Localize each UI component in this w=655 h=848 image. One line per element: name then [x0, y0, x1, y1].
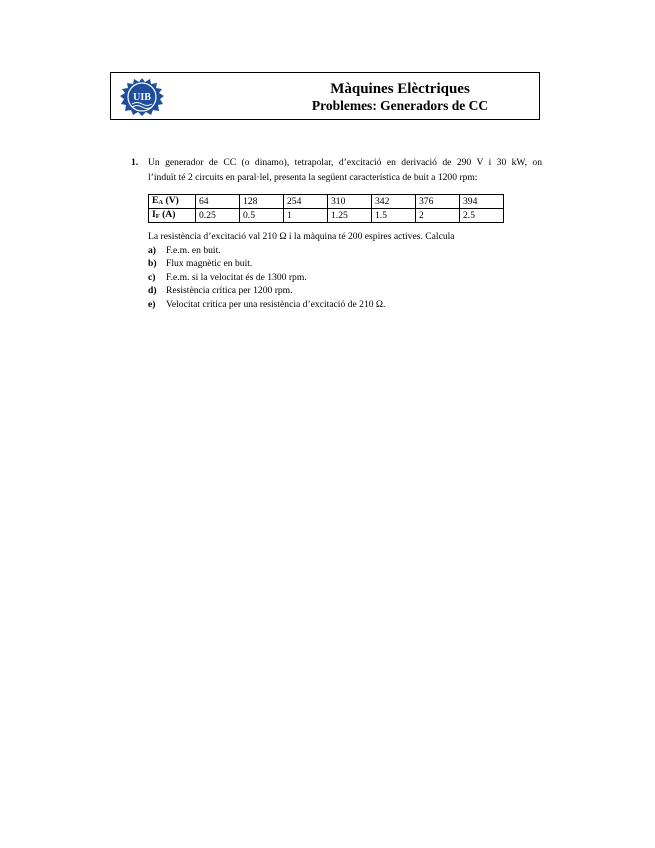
table-cell: 2.5 — [460, 209, 504, 223]
table-cell: 376 — [416, 195, 460, 209]
table-cell: 0.25 — [196, 209, 240, 223]
item-text: F.e.m. en buit. — [166, 244, 221, 256]
table-cell: 394 — [460, 195, 504, 209]
table-cell: 1.5 — [372, 209, 416, 223]
item-label: c) — [148, 271, 156, 283]
problem-statement: La resistència d’excitació val 210 Ω i la màquina té 200 espires actives. Calcula — [148, 231, 455, 242]
characteristic-table — [148, 194, 504, 223]
problem-intro — [148, 155, 542, 185]
page-subtitle: Problemes: Generadors de CC — [311, 98, 489, 113]
item-text: F.e.m. si la velocitat és de 1300 rpm. — [166, 271, 307, 283]
item-label: d) — [148, 285, 157, 296]
row-header-ea: EA (V) — [149, 195, 196, 209]
item-label: a) — [148, 244, 156, 256]
table-cell: 64 — [196, 195, 240, 209]
table-cell: 1.25 — [328, 209, 372, 223]
list-item — [148, 244, 542, 258]
row-header-if: IF (A) — [149, 209, 196, 223]
table-cell: 128 — [240, 195, 284, 209]
list-item — [148, 284, 542, 298]
problem-1 — [131, 155, 542, 185]
table-cell: 254 — [284, 195, 328, 209]
item-text: Resistència crítica per 1200 rpm. — [166, 285, 293, 296]
header-box — [110, 72, 540, 120]
problem-number: 1. — [131, 157, 139, 168]
uib-logo — [116, 77, 168, 117]
table-cell: 1 — [284, 209, 328, 223]
list-item — [148, 257, 542, 271]
page-title: Màquines Elèctriques — [330, 81, 470, 97]
problem-intro-line-1: Un generador de CC (o dinamo), tetrapolar, d’excitació en derivació de 290 V i 30 kW, on — [148, 157, 542, 168]
item-label: b) — [148, 258, 157, 269]
logo-text: UIB — [133, 92, 151, 103]
list-item — [148, 298, 542, 312]
table-cell: 0.5 — [240, 209, 284, 223]
table-cell: 342 — [372, 195, 416, 209]
item-label: e) — [148, 298, 156, 310]
item-text: Flux magnètic en buit. — [166, 258, 253, 269]
table-cell: 310 — [328, 195, 372, 209]
item-text: Velocitat crítica per una resistència d’excitació de 210 Ω. — [166, 298, 386, 310]
table-row — [149, 195, 504, 209]
table-cell: 2 — [416, 209, 460, 223]
table-row — [149, 209, 504, 223]
list-item — [148, 271, 542, 285]
problem-intro-line-2: l’induït té 2 circuits en paral·lel, presenta la següent característica de buit a 1200 rpm: — [148, 172, 478, 183]
problem-questions — [148, 230, 542, 311]
